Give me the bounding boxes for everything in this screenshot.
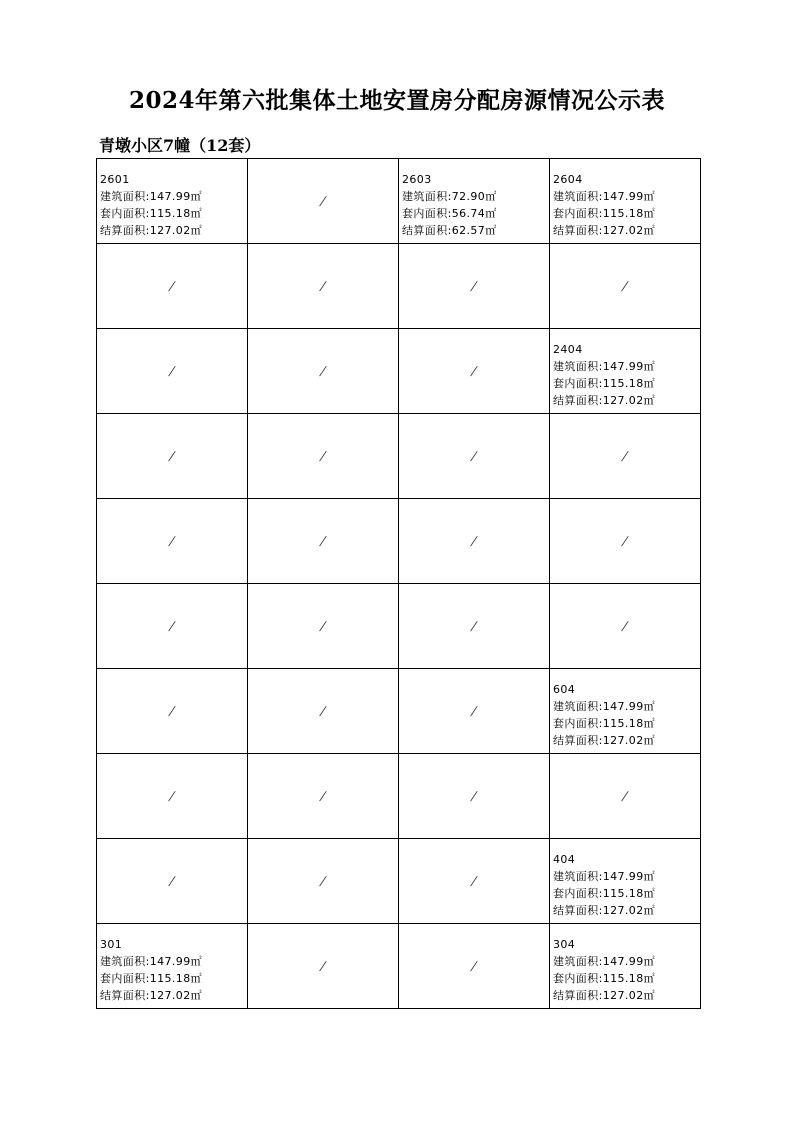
building-subtitle: 青墩小区7幢（12套） [99,136,261,155]
building-area: 建筑面积:147.99㎡ [553,955,655,968]
empty-mark: / [167,279,177,293]
empty-mark: / [469,874,479,888]
building-area: 建筑面积:72.90㎡ [402,190,497,203]
unit-cell [97,924,248,1009]
empty-cell [97,754,248,839]
empty-cell [248,754,399,839]
empty-mark: / [469,279,479,293]
unit-info [402,171,497,239]
empty-mark: / [469,449,479,463]
empty-cell [97,839,248,924]
empty-mark: / [469,704,479,718]
empty-cell [248,669,399,754]
unit-info [100,936,202,1004]
empty-cell [550,499,701,584]
empty-mark: / [318,279,328,293]
table-row [97,329,701,414]
page-title: 2024年第六批集体土地安置房分配房源情况公示表 [128,87,665,114]
unit-info [553,341,655,409]
interior-area: 套内面积:115.18㎡ [553,717,655,730]
settlement-area: 结算面积:62.57㎡ [402,224,497,237]
building-area: 建筑面积:147.99㎡ [553,870,655,883]
unit-info [100,171,202,239]
empty-mark: / [620,619,630,633]
empty-cell [399,329,550,414]
empty-cell [248,159,399,244]
empty-mark: / [167,704,177,718]
housing-table-body [97,159,701,1009]
interior-area: 套内面积:115.18㎡ [553,887,655,900]
unit-number: 304 [553,938,576,951]
empty-mark: / [167,364,177,378]
unit-info [553,936,655,1004]
empty-cell [248,329,399,414]
unit-info [553,851,655,919]
unit-number: 604 [553,683,576,696]
empty-mark: / [469,619,479,633]
unit-number: 404 [553,853,576,866]
empty-cell [97,499,248,584]
empty-mark: / [318,364,328,378]
building-area: 建筑面积:147.99㎡ [553,700,655,713]
unit-info [553,681,655,749]
empty-cell [97,329,248,414]
empty-cell [399,924,550,1009]
empty-cell [399,754,550,839]
empty-mark: / [318,619,328,633]
table-row [97,499,701,584]
empty-cell [550,754,701,839]
unit-cell [97,159,248,244]
empty-cell [399,244,550,329]
empty-mark: / [318,874,328,888]
table-row [97,839,701,924]
table-row [97,244,701,329]
empty-cell [550,414,701,499]
empty-mark: / [469,789,479,803]
building-area: 建筑面积:147.99㎡ [100,190,202,203]
empty-cell [248,839,399,924]
interior-area: 套内面积:56.74㎡ [402,207,497,220]
settlement-area: 结算面积:127.02㎡ [553,394,655,407]
interior-area: 套内面积:115.18㎡ [553,972,655,985]
unit-info [553,171,655,239]
unit-number: 2604 [553,173,583,186]
empty-cell [399,499,550,584]
empty-mark: / [167,789,177,803]
empty-cell [97,669,248,754]
table-row [97,414,701,499]
interior-area: 套内面积:115.18㎡ [100,972,202,985]
settlement-area: 结算面积:127.02㎡ [553,904,655,917]
empty-cell [97,414,248,499]
empty-mark: / [167,874,177,888]
settlement-area: 结算面积:127.02㎡ [100,989,202,1002]
empty-cell [248,244,399,329]
empty-cell [550,584,701,669]
empty-mark: / [620,279,630,293]
empty-mark: / [318,789,328,803]
settlement-area: 结算面积:127.02㎡ [553,224,655,237]
empty-mark: / [167,619,177,633]
empty-cell [399,414,550,499]
settlement-area: 结算面积:127.02㎡ [100,224,202,237]
empty-cell [248,584,399,669]
empty-mark: / [318,449,328,463]
interior-area: 套内面积:115.18㎡ [100,207,202,220]
table-row [97,924,701,1009]
building-area: 建筑面积:147.99㎡ [553,190,655,203]
empty-cell [97,244,248,329]
empty-cell [550,244,701,329]
building-area: 建筑面积:147.99㎡ [553,360,655,373]
interior-area: 套内面积:115.18㎡ [553,377,655,390]
empty-cell [97,584,248,669]
unit-number: 2601 [100,173,130,186]
empty-cell [248,414,399,499]
unit-number: 2404 [553,343,583,356]
settlement-area: 结算面积:127.02㎡ [553,734,655,747]
interior-area: 套内面积:115.18㎡ [553,207,655,220]
building-area: 建筑面积:147.99㎡ [100,955,202,968]
empty-cell [248,499,399,584]
empty-cell [399,839,550,924]
unit-cell [550,329,701,414]
empty-mark: / [318,959,328,973]
unit-cell [399,159,550,244]
table-row [97,669,701,754]
empty-mark: / [318,534,328,548]
settlement-area: 结算面积:127.02㎡ [553,989,655,1002]
unit-cell [550,669,701,754]
empty-mark: / [167,449,177,463]
unit-cell [550,924,701,1009]
empty-cell [248,924,399,1009]
table-row [97,584,701,669]
table-row [97,159,701,244]
housing-table [96,158,701,1009]
empty-mark: / [469,534,479,548]
empty-cell [399,584,550,669]
unit-cell [550,839,701,924]
unit-number: 301 [100,938,123,951]
empty-mark: / [469,959,479,973]
empty-mark: / [469,364,479,378]
empty-mark: / [620,789,630,803]
table-row [97,754,701,839]
unit-number: 2603 [402,173,432,186]
empty-cell [399,669,550,754]
unit-cell [550,159,701,244]
empty-mark: / [318,704,328,718]
empty-mark: / [620,449,630,463]
empty-mark: / [318,194,328,208]
empty-mark: / [167,534,177,548]
empty-mark: / [620,534,630,548]
